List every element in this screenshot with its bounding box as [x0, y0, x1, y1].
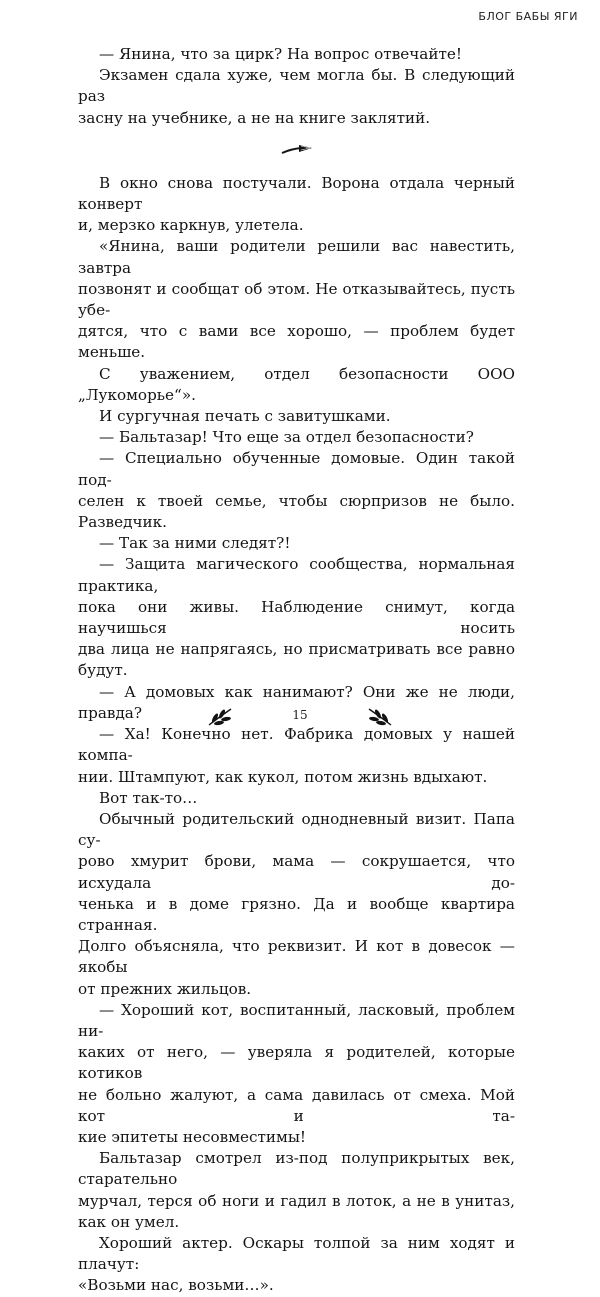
text-line: Бальтазар смотрел из-под полуприкрытых век, старательно: [78, 1149, 515, 1189]
text-line: Обычный родительский однодневный визит. Папа су-: [78, 809, 515, 850]
text-line: от прежних жильцов.: [78, 979, 252, 998]
text-line: мурчал, терся об ноги и гадил в лоток, а не в унитаз, как он умел.: [78, 1191, 515, 1231]
page-footer: [0, 702, 600, 732]
text-line: пока они живы. Наблюдение снимут, когда научишься носить: [78, 597, 515, 638]
text-line: — Янина, что за цирк? На вопрос отвечайте!: [99, 45, 462, 63]
text-line: Экзамен сдала хуже, чем могла бы. В следующий раз: [78, 66, 515, 106]
text-line: — Специально обученные домовые. Один такой под-: [78, 449, 515, 489]
text-line: и, мерзко каркнув, улетела.: [78, 216, 304, 235]
text-line: Долго объясняла, что реквизит. И кот в довесок — якобы: [78, 937, 515, 977]
text-line: рово хмурит брови, мама — сокрушается, что исхудала до-: [78, 852, 515, 892]
text-line: дятся, что с вами все хорошо, — проблем будет меньше.: [78, 322, 515, 362]
text-line: селен к твоей семье, чтобы сюрпризов не было. Разведчик.: [78, 491, 515, 532]
text-line: — Бальтазар! Что еще за отдел безопасности?: [99, 428, 474, 447]
text-line: нии. Штампуют, как кукол, потом жизнь вдыхают.: [78, 767, 488, 786]
text-line: — Хороший кот, воспитанный, ласковый, проблем ни-: [78, 1000, 515, 1040]
text-line: «Янина, ваши родители решили вас навестить, завтра: [78, 237, 515, 277]
text-line: «Возьми нас, возьми…».: [78, 1276, 274, 1295]
text-line: два лица не напрягаясь, но присматривать все равно будут.: [78, 640, 515, 680]
text-line: С уважением, отдел безопасности ООО „Лукоморье“».: [78, 364, 515, 404]
text-line: засну на учебнике, а не на книге заклятий.: [78, 108, 431, 127]
text-line: — Ха! Конечно нет. Фабрика домовых у нашей компа-: [78, 725, 515, 765]
text-line: кие эпитеты несовместимы!: [78, 1127, 307, 1146]
text-line: В окно снова постучали. Ворона отдала черный конверт: [78, 173, 515, 214]
text-line: — Защита магического сообщества, нормальная практика,: [78, 555, 515, 595]
text-line: не больно жалуют, а сама давилась от смеха. Мой кот и та-: [78, 1085, 515, 1125]
broom-ornament-icon: [279, 143, 315, 157]
text-line: Вот так-то…: [99, 788, 198, 807]
page-number: 15: [292, 708, 308, 722]
text-line: каких от него, — уверяла я родителей, которые котиков: [78, 1043, 515, 1083]
body-text: [78, 44, 515, 1297]
text-line: ченька и в доме грязно. Да и вообще квартира странная.: [78, 894, 515, 934]
text-line: И сургучная печать с завитушками.: [99, 407, 391, 426]
running-head: БЛОГ БАБЫ ЯГИ: [478, 10, 578, 23]
text-line: — Так за ними следят?!: [99, 534, 291, 553]
text-line: Хороший актер. Оскары толпой за ним ходят и плачут:: [78, 1233, 515, 1274]
text-line: позвонят и сообщат об этом. Не отказывайтесь, пусть убе-: [78, 279, 515, 320]
text-line: — А домовых как нанимают? Они же не люди, правда?: [78, 682, 515, 722]
leaf-sprig-right-icon: [366, 706, 394, 728]
